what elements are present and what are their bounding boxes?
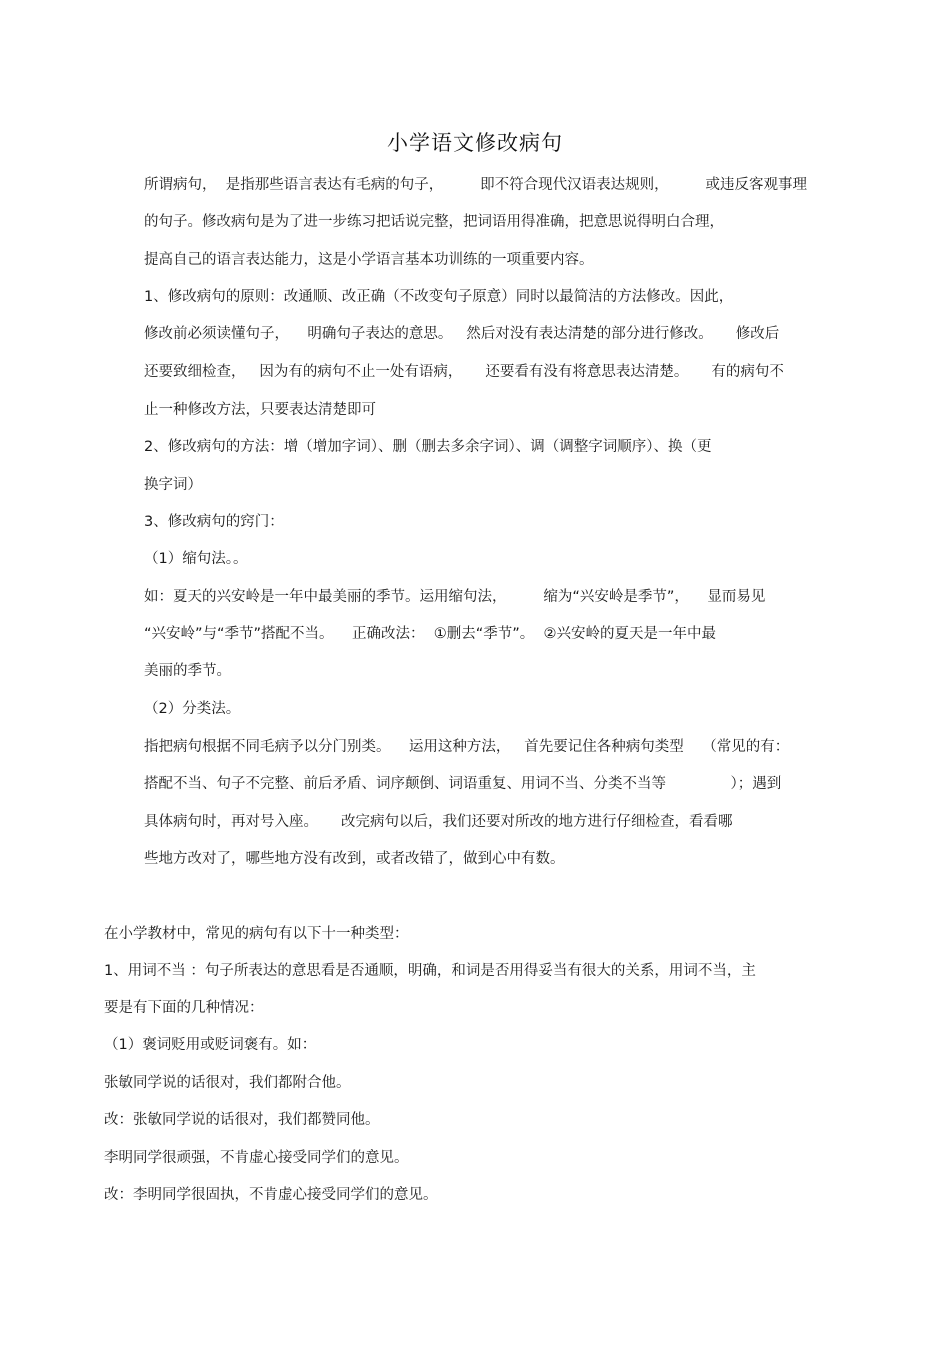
paragraph-line: 换字词） xyxy=(144,477,202,493)
paragraph-line: 还要致细检查， 因为有的病句不止一处有语病， 还要看有没有将意思表达清楚。 有的病句不 xyxy=(144,364,784,380)
paragraph-line: （2）分类法。 xyxy=(144,701,241,717)
paragraph-line: 美丽的季节。 xyxy=(144,663,231,679)
paragraph-line: 如：夏天的兴安岭是一年中最美丽的季节。运用缩句法， 缩为“兴安岭是季节”， 显而易见 xyxy=(144,589,766,605)
paragraph-line: （1）缩句法。。 xyxy=(144,551,248,567)
paragraph-line: 修改前必须读懂句子， 明确句子表达的意思。 然后对没有表达清楚的部分进行修改。 修改后 xyxy=(144,326,780,342)
paragraph-line: 改：张敏同学说的话很对，我们都赞同他。 xyxy=(104,1112,380,1128)
paragraph-line: 1、修改病句的原则：改通顺、改正确（不改变句子原意）同时以最简洁的方法修改。因此， xyxy=(144,289,734,305)
paragraph-line: 所谓病句， 是指那些语言表达有毛病的句子， 即不符合现代汉语表达规则， 或违反客观事理 xyxy=(144,177,807,193)
paragraph-line: “兴安岭”与“季节”搭配不当。 正确改法： ①删去“季节”。 ②兴安岭的夏天是一年中最 xyxy=(144,626,716,642)
paragraph-line: 具体病句时，再对号入座。 改完病句以后，我们还要对所改的地方进行仔细检查，看看哪 xyxy=(144,814,733,830)
paragraph-line: 止一种修改方法，只要表达清楚即可 xyxy=(144,402,376,418)
paragraph-line: 3、修改病句的窍门： xyxy=(144,514,284,530)
paragraph-line: （1）褒词贬用或贬词褒有。如： xyxy=(104,1037,317,1053)
paragraph-line: 些地方改对了，哪些地方没有改到，或者改错了，做到心中有数。 xyxy=(144,851,565,867)
paragraph-line: 李明同学很顽强，不肯虚心接受同学们的意见。 xyxy=(104,1150,409,1166)
paragraph-line: 张敏同学说的话很对，我们都附合他。 xyxy=(104,1075,351,1091)
paragraph-line: 要是有下面的几种情况： xyxy=(104,1000,264,1016)
paragraph-line: 搭配不当、句子不完整、前后矛盾、词序颠倒、词语重复、用词不当、分类不当等 ）；遇到 xyxy=(144,776,782,792)
paragraph-line: 的句子。修改病句是为了进一步练习把话说完整，把词语用得准确，把意思说得明白合理， xyxy=(144,214,724,230)
document-title: 小学语文修改病句 xyxy=(387,131,563,155)
paragraph-line: 在小学教材中，常见的病句有以下十一种类型： xyxy=(104,926,409,942)
paragraph-line: 2、修改病句的方法：增（增加字词）、删（删去多余字词）、调（调整字词顺序）、换（更 xyxy=(144,439,712,455)
paragraph-line: 提高自己的语言表达能力，这是小学语言基本功训练的一项重要内容。 xyxy=(144,252,594,268)
paragraph-line: 改：李明同学很固执，不肯虚心接受同学们的意见。 xyxy=(104,1187,438,1203)
paragraph-line: 1、用词不当 ：句子所表达的意思看是否通顺，明确，和词是否用得妥当有很大的关系，用词不当，主 xyxy=(104,963,756,979)
paragraph-line: 指把病句根据不同毛病予以分门别类。 运用这种方法， 首先要记住各种病句类型 （常见的有： xyxy=(144,739,790,755)
